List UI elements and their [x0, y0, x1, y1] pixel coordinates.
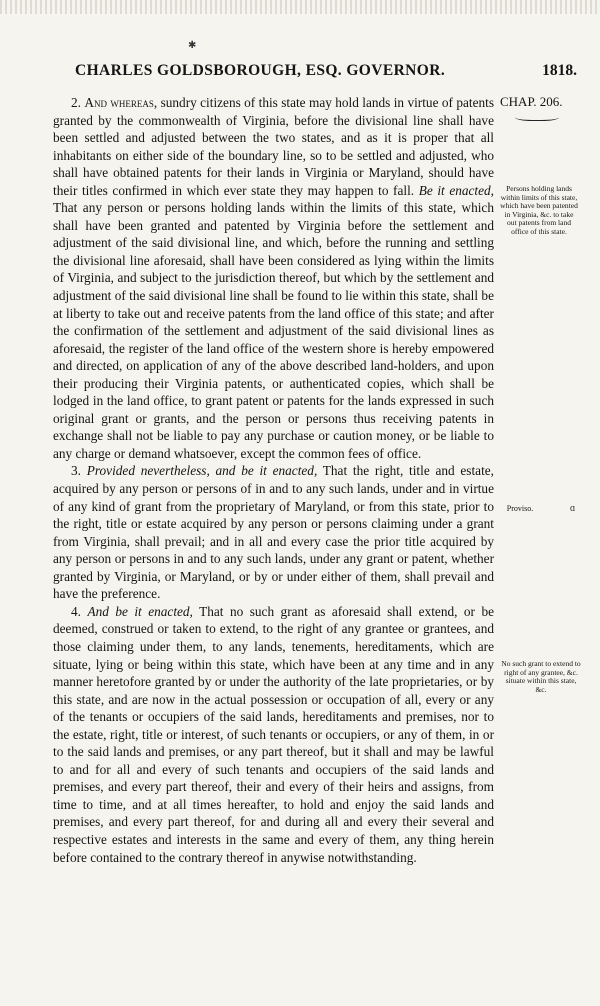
scan-edge-noise	[0, 0, 600, 14]
section-2-text: That any person or persons holding lands within the limits of this state, which shall have been granted and patented by Virginia before the settlement and adjustment of the said divisional line, and which, before the running and settling the divisional line aforesaid, shall have been considered as lying within the limits of Virginia, and subject to the jurisdiction thereof, but which by the settlement and adjustment of the said divisional line shall be found to lie within this state, shall be at liberty to take out and receive patents from the land office of this state; and after the confirmation of the settlement and adjustment of the said divisional lines as aforesaid, the register of the land office of the western shore is hereby empowered and directed, on application of any of the above described land-holders, and upon their producing their Virginia patents, or authenticated copies, which shall be lodged in the land office, to grant patent or patents for the lands expressed in such original grant or grants, and the person or persons thus receiving patents in exchange shall not be liable to pay any purchase or caution money, or be liable to any charge or demand whatsoever, except the common fees of office.	[53, 200, 494, 461]
section-4-number: 4.	[71, 603, 81, 619]
scan-speck-mark: ✱	[188, 40, 197, 51]
section-2-lead: And whereas,	[84, 95, 158, 110]
chapter-number: CHAP. 206.	[500, 94, 563, 109]
statute-body	[53, 94, 494, 866]
page-year: 1818.	[542, 62, 577, 79]
margin-note-persons-holding: Persons holding lands within limits of this state, which have been patented in Virginia, &c. to take out patents from land office of this state.	[500, 184, 578, 236]
section-3-lead: Provided nevertheless, and be it enacted,	[86, 463, 318, 479]
section-3-number: 3.	[71, 463, 81, 479]
section-2-enacting-clause: Be it enacted,	[418, 182, 494, 198]
section-3-text: That the right, title and estate, acquired by any person or persons of in and to any such lands, under and in virtue of any kind of grant from the proprietary of Maryland, or from this state, prior to the right, title or estate acquired by any person or persons claiming under a grant from Virginia, shall prevail; and in all and every case the prior title acquired by any person or persons in and to any such lands, under any grant or patent, whether granted by Virginia, or Maryland, or by or under either of them, shall prevail and have the preference.	[53, 463, 494, 602]
section-2	[53, 94, 494, 462]
margin-note-proviso: Proviso.	[506, 504, 534, 513]
margin-note-no-such-grant: No such grant to extend to right of any grantee, &c. situate within this state, &c.	[501, 659, 581, 694]
section-3	[53, 462, 494, 602]
section-4-lead: And be it enacted,	[87, 603, 193, 619]
section-2-preamble: sundry citizens of this state may hold lands in virtue of patents granted by the commonwealth of Virginia, before the divisional line shall have been settled and adjusted between the two states, and as it is proper that all inhabitants on either side of the boundary line, so to be settled and adjusted, who shall have obtained patents for their lands in Virginia or Maryland, should have their titles confirmed in which ever state they may happen to fall.	[53, 95, 494, 198]
running-header	[75, 62, 585, 86]
section-2-number: 2.	[71, 95, 81, 110]
section-4	[53, 603, 494, 866]
chapter-brace-mark	[515, 112, 559, 121]
margin-scribble-mark: ɑ	[570, 503, 576, 514]
running-head-title: CHARLES GOLDSBOROUGH, ESQ. GOVERNOR.	[75, 62, 446, 79]
section-4-text: That no such grant as aforesaid shall extend, or be deemed, construed or taken to extend, to the right of any grantee or grantees, and those claiming under them, to any lands, tenements, hereditaments, which are situate, lying or being within this state, which have been at any time and in any manner heretofore granted by or under the authority of the late proprietaries, or by this state, and are now in the actual possession or occupation of all, every or any of the tenants or occupiers of the said lands, hereditaments and premises, nor to the estate, right, title or interest, of such tenants or occupiers, or any of them, in or to the said lands and premises, or any part thereof, but it shall and may be lawful to and for all and every of such tenants and occupiers of the said lands and premises, and every part thereof, their and every of their heirs and assigns, from time to time, and at all times hereafter, to hold and enjoy the said lands and premises, and every part thereof, for and during all and every their several and respective estates and interests in the same and every of them, any thing herein before contained to the contrary thereof in anywise notwithstanding.	[53, 603, 495, 865]
